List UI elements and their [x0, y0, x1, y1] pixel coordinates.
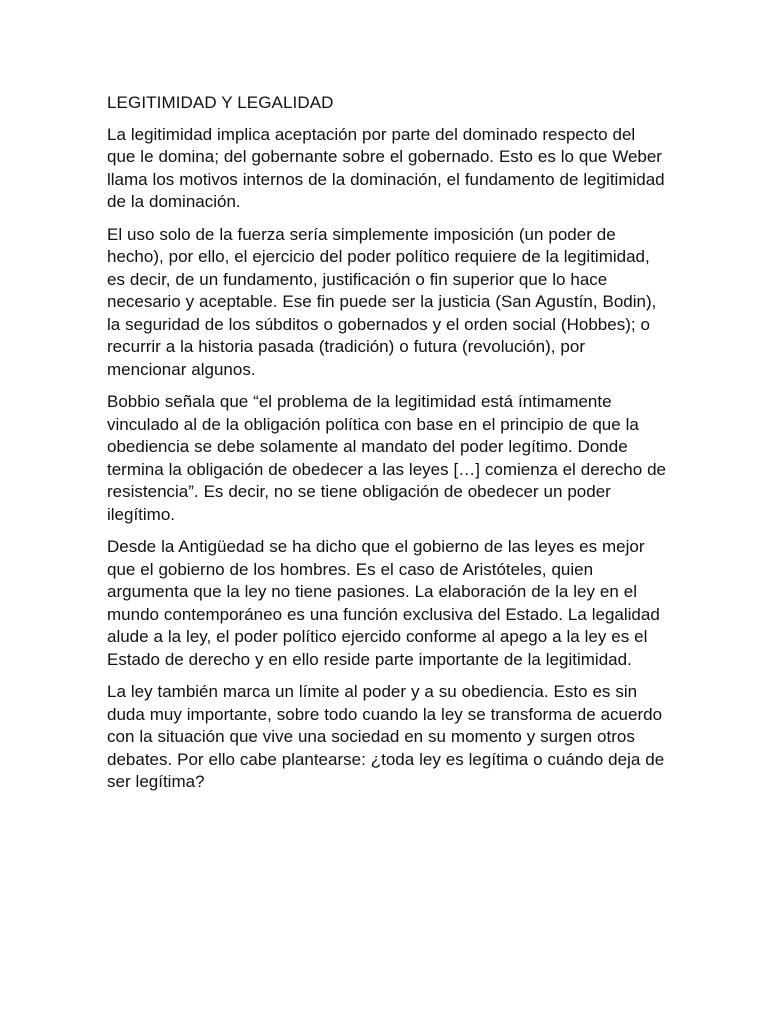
paragraph-limite-al-poder: La ley también marca un límite al poder y a su obediencia. Esto es sin duda muy importante, sobre todo cuando la ley se transforma de acuerdo con la situación que vive una sociedad en su momento y surgen otros debates. Por ello cabe plantearse: ¿toda ley es legítima o cuándo deja de ser legítima? — [107, 682, 665, 791]
document-title: LEGITIMIDAD Y LEGALIDAD — [107, 93, 334, 112]
paragraph-bobbio: Bobbio señala que “el problema de la legitimidad está íntimamente vinculado al de la obligación política con base en el principio de que la obediencia se debe solamente al mandato del poder legítimo. Donde termina la obligación de obedecer a las leyes […] comienza el derecho de resistencia”. Es decir, no se tiene obligación de obedecer un poder ilegítimo. — [107, 392, 667, 524]
paragraph-legitimidad-aceptacion: La legitimidad implica aceptación por parte del dominado respecto del que le domina; del gobernante sobre el gobernado. Esto es lo que Weber llama los motivos internos de la dominación, el fundamento de legitimidad de la dominación. — [107, 124, 665, 211]
paragraph-uso-de-la-fuerza: El uso solo de la fuerza sería simplemente imposición (un poder de hecho), por ello, el ejercicio del poder político requiere de la legitimidad, es decir, de un fundamento, justificación o fin superior que lo hace necesario y aceptable. Ese fin puede ser la justicia (San Agustín, Bodin), la seguridad de los súbditos o gobernados y el orden social (Hobbes); o recurrir a la historia pasada (tradición) o futura (revolución), por mencionar algunos. — [107, 224, 657, 379]
paragraph-gobierno-de-las-leyes: Desde la Antigüedad se ha dicho que el gobierno de las leyes es mejor que el gobierno de los hombres. Es el caso de Aristóteles, quien argumenta que la ley no tiene pasiones. La elaboración de la ley en el mundo contemporáneo es una función exclusiva del Estado. La legalidad alude a la ley, el poder político ejercido conforme al apego a la ley es el Estado de derecho y en ello reside parte importante de la legitimidad. — [107, 537, 660, 669]
